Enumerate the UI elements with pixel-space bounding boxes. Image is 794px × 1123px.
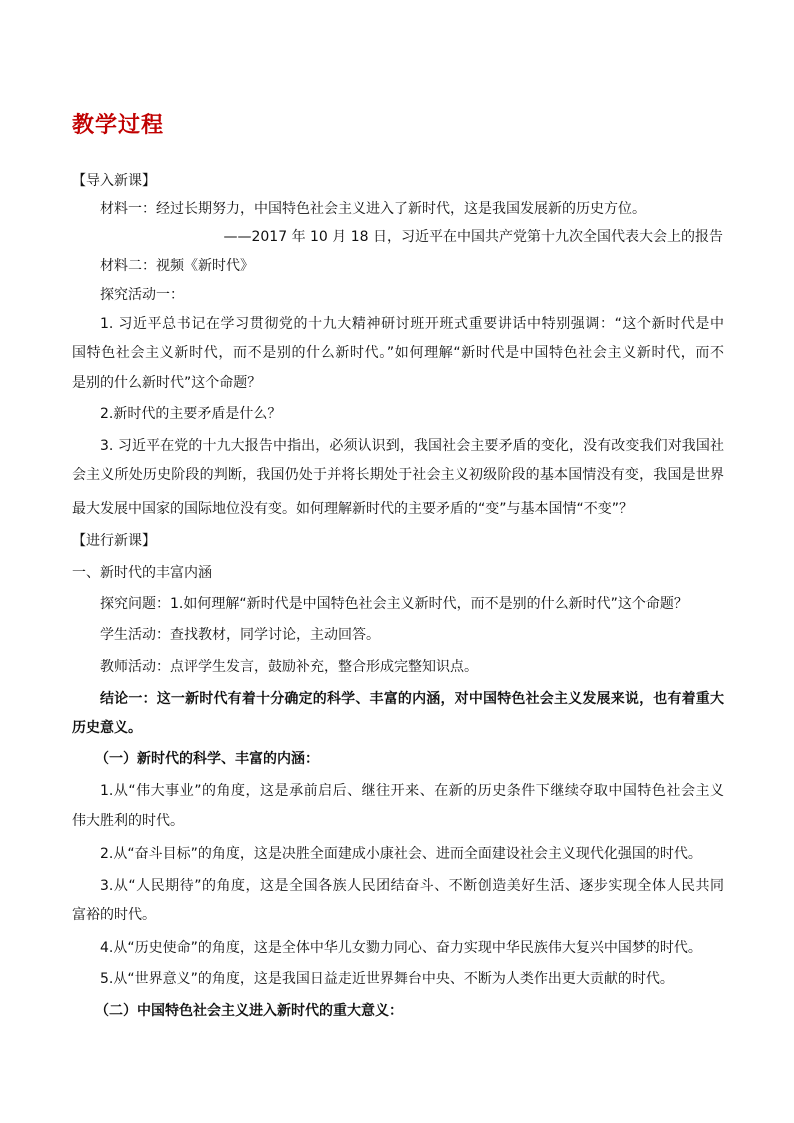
topic-heading: 一、新时代的丰富内涵 [72,565,212,581]
point-three-line-1: 3.从“人民期待”的角度，这是全国各族人民团结奋斗、不断创造美好生活、逐步实现全体人民共同 [100,878,724,894]
question-three-line-2: 会主义所处历史阶段的判断，我国仍处于并将长期处于社会主义初级阶段的基本国情没有变，我国是世界 [72,467,724,483]
question-three-line-1: 3. 习近平在党的十九大报告中指出，必须认识到，我国社会主要矛盾的变化，没有改变我们对我国社 [100,438,724,454]
teacher-activity: 教师活动：点评学生发言，鼓励补充，整合形成完整知识点。 [100,659,478,675]
subsection-two-heading: （二）中国特色社会主义进入新时代的重大意义： [95,1003,403,1019]
point-four: 4.从“历史使命”的角度，这是全体中华儿女勠力同心、奋力实现中华民族伟大复兴中国梦的时代。 [100,940,702,956]
question-one-line-2: 国特色社会主义新时代，而不是别的什么新时代。”如何理解“新时代是中国特色社会主义新时代，而不 [72,345,724,361]
question-two: 2.新时代的主要矛盾是什么？ [100,406,282,422]
material-two: 材料二：视频《新时代》 [100,258,254,274]
subsection-one-heading: （一）新时代的科学、丰富的内涵： [95,751,319,767]
question-three-line-3: 最大发展中国家的国际地位没有变。如何理解新时代的主要矛盾的“变”与基本国情“不变”？ [72,501,634,517]
inquiry-question: 探究问题：1.如何理解“新时代是中国特色社会主义新时代，而不是别的什么新时代”这个命题？ [100,596,688,612]
conclusion-one-line-1: 结论一：这一新时代有着十分确定的科学、丰富的内涵，对中国特色社会主义发展来说，也有着重大 [100,691,724,707]
student-activity: 学生活动：查找教材，同学讨论，主动回答。 [100,627,380,643]
point-five: 5.从“世界意义”的角度，这是我国日益走近世界舞台中央、不断为人类作出更大贡献的时代。 [100,971,674,987]
conclusion-one-line-2: 历史意义。 [72,720,142,736]
material-one: 材料一：经过长期努力，中国特色社会主义进入了新时代，这是我国发展新的历史方位。 [100,201,646,217]
point-one-line-2: 伟大胜利的时代。 [72,813,184,829]
question-one-line-1: 1. 习近平总书记在学习贯彻党的十九大精神研讨班开班式重要讲话中特别强调：“这个新时代是中 [100,316,724,332]
point-three-line-2: 富裕的时代。 [72,907,156,923]
point-two: 2.从“奋斗目标”的角度，这是决胜全面建成小康社会、进而全面建设社会主义现代化强国的时代。 [100,846,702,862]
section-heading-intro: 【导入新课】 [72,173,156,189]
material-one-source: ——2017 年 10 月 18 日，习近平在中国共产党第十九次全国代表大会上的报告 [223,229,723,245]
activity-one-heading: 探究活动一： [100,287,184,303]
section-heading-new-lesson: 【进行新课】 [72,533,156,549]
point-one-line-1: 1.从“伟大事业”的角度，这是承前启后、继往开来、在新的历史条件下继续夺取中国特色社会主义 [100,783,724,799]
page-title: 教学过程 [72,112,165,138]
question-one-line-3: 是别的什么新时代”这个命题？ [72,375,262,391]
